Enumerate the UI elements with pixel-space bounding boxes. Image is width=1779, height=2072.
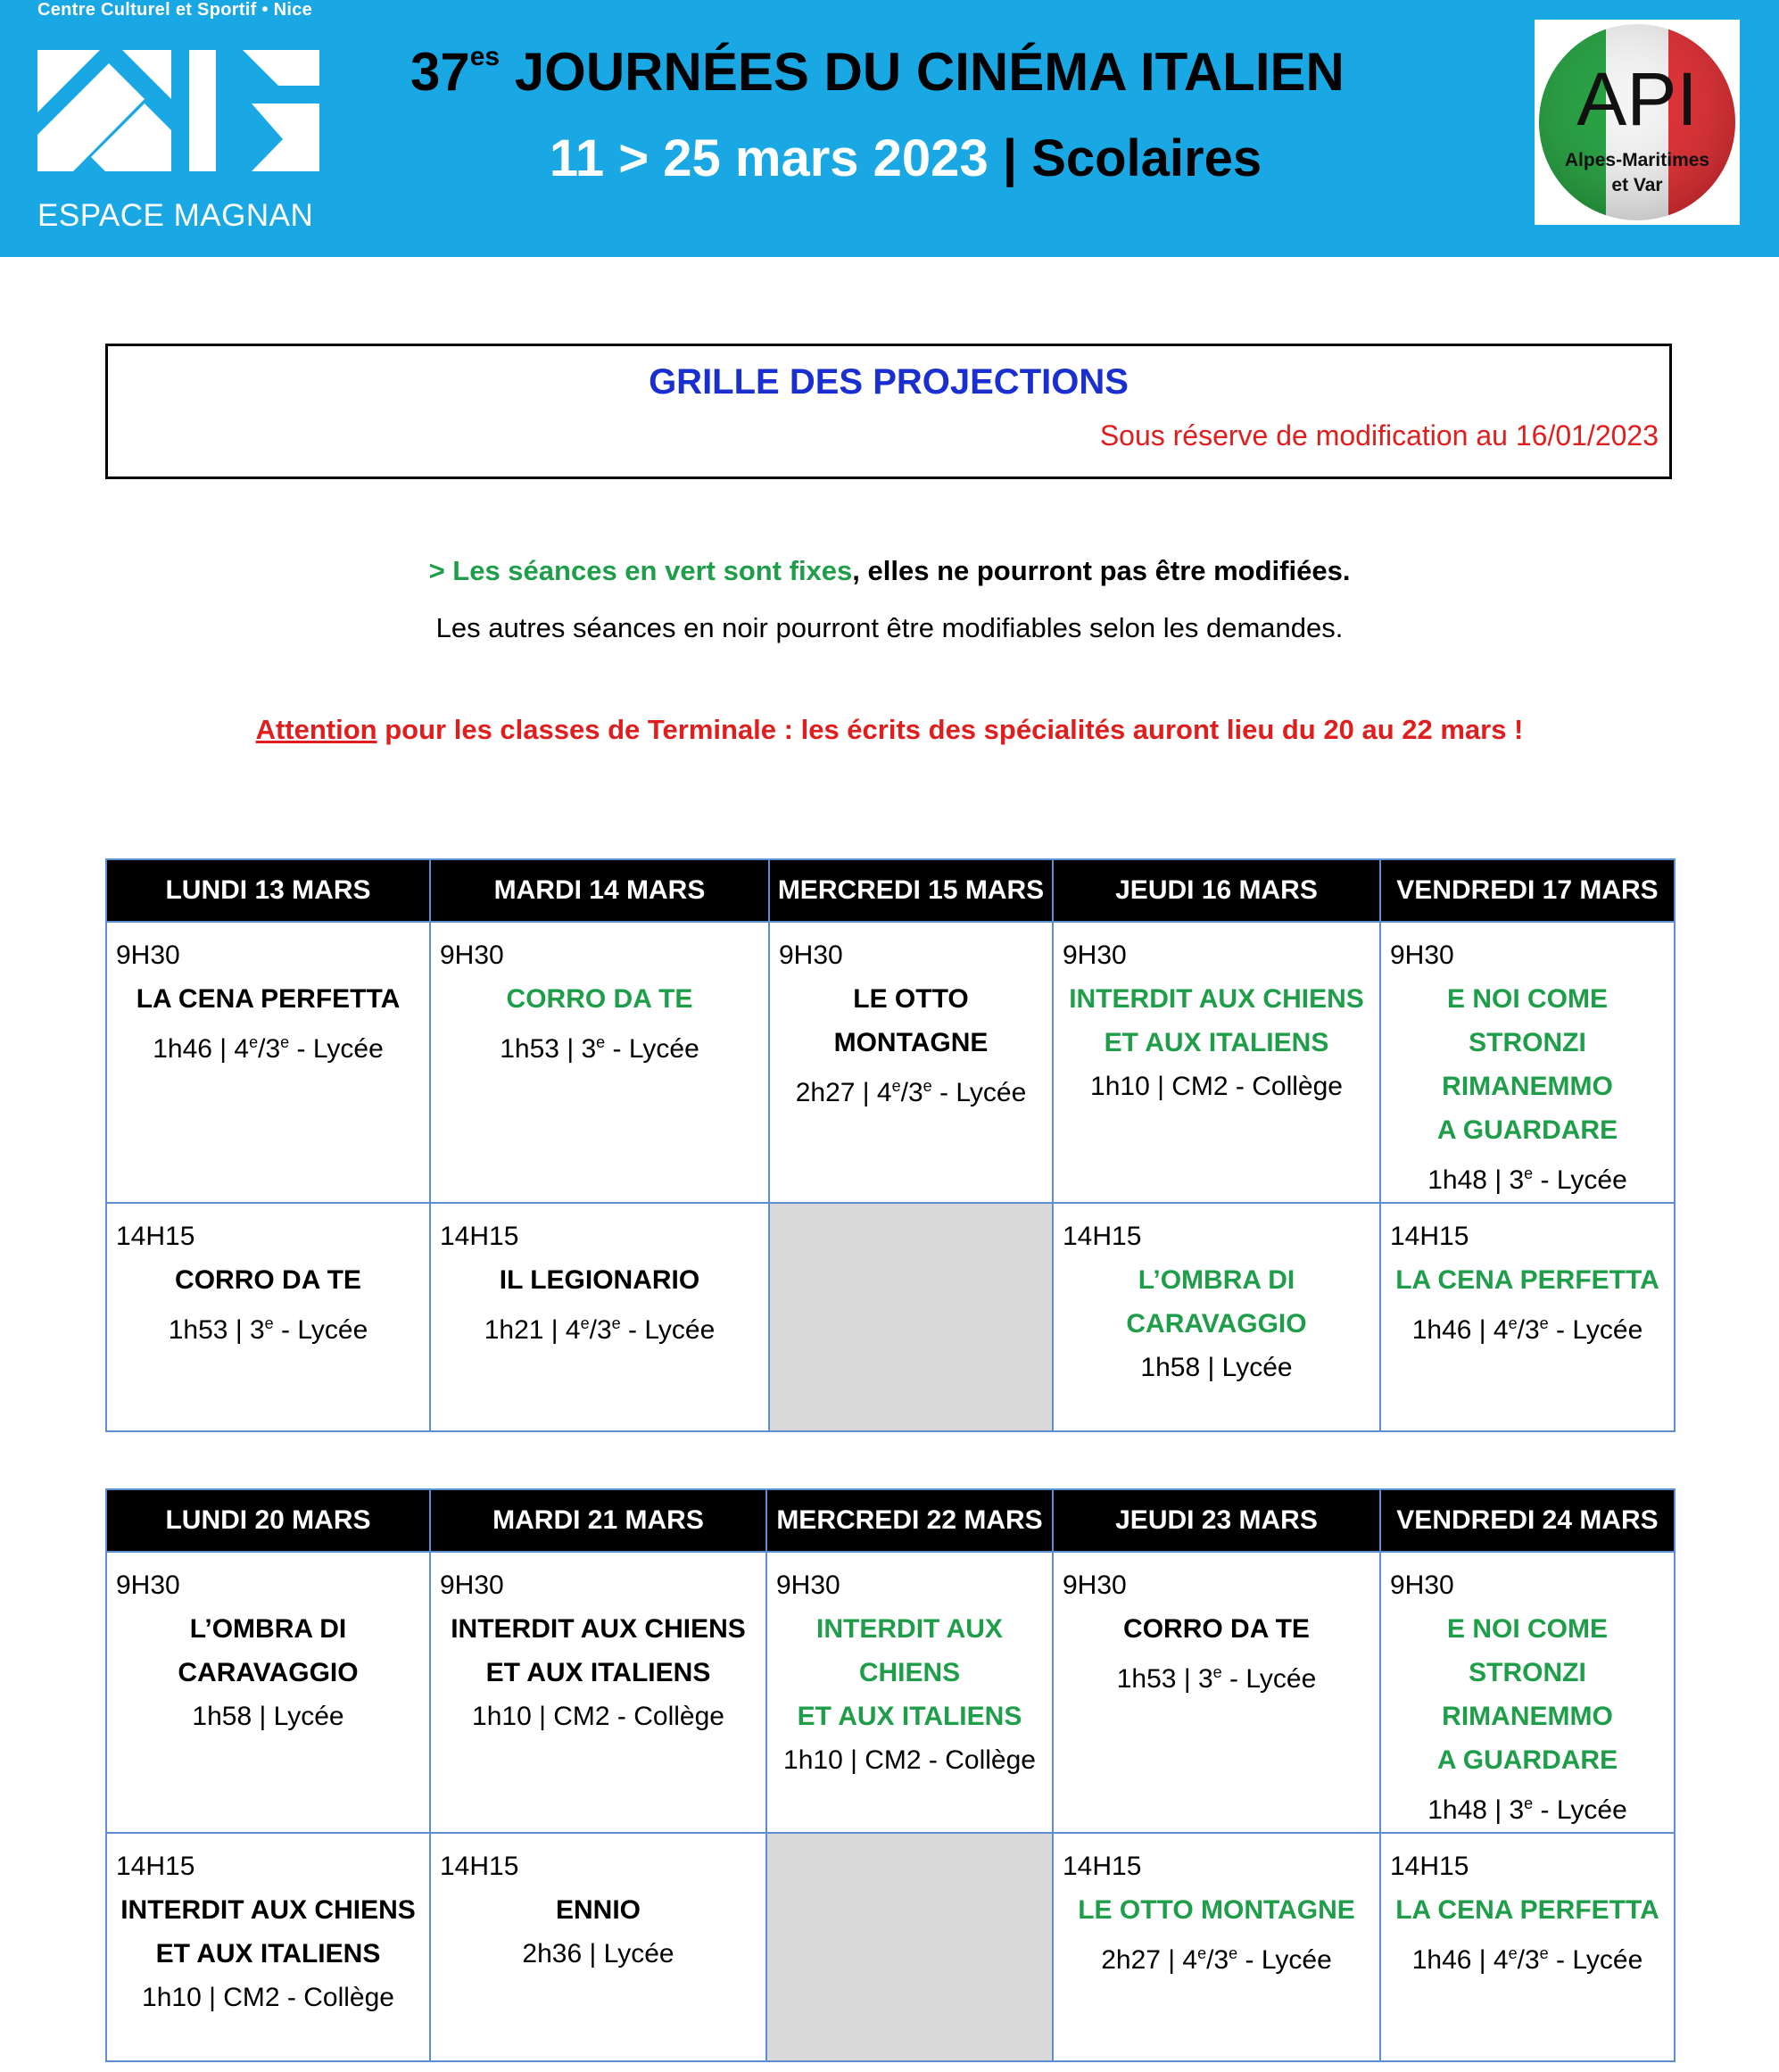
day-header: LUNDI 20 MARS <box>106 1489 430 1552</box>
screening-meta: 1h58 | Lycée <box>192 1702 344 1731</box>
api-line2: et Var <box>1611 175 1663 195</box>
subtitle-dates: 11 > 25 mars 2023 <box>549 129 989 187</box>
screening-cell <box>106 1833 430 2061</box>
screening-cell <box>1053 1203 1380 1431</box>
screening-cell <box>430 1833 766 2061</box>
film-title: INTERDIT AUX CHIENS <box>451 1614 746 1644</box>
logo-name: ESPACE MAGNAN <box>37 198 314 233</box>
event-subtitle <box>410 128 1401 188</box>
screening-time: 14H15 <box>440 1852 519 1881</box>
afternoon-row <box>106 1833 1675 2061</box>
screening-cell <box>1053 1833 1380 2061</box>
event-title <box>410 41 1401 103</box>
afternoon-row <box>106 1203 1675 1431</box>
screening-cell <box>430 1203 769 1431</box>
film-title: CORRO DA TE <box>175 1265 361 1295</box>
film-duration: 2h36 <box>522 1939 583 1968</box>
subtitle-separator: | <box>1002 129 1018 187</box>
title-text: JOURNÉES DU CINÉMA ITALIEN <box>514 42 1345 102</box>
screening-cell <box>1380 1552 1675 1833</box>
film-title: LE OTTO MONTAGNE <box>1078 1895 1355 1925</box>
film-title: L’OMBRA DI <box>189 1614 347 1644</box>
screening-time: 9H30 <box>116 941 180 970</box>
film-title: LE OTTO MONTAGNE <box>833 984 989 1057</box>
screening-meta: 1h46 | 4e/3e - Lycée <box>1411 1944 1643 1975</box>
day-header: VENDREDI 24 MARS <box>1380 1489 1675 1552</box>
grid-title-box <box>105 344 1672 479</box>
film-duration: 1h53 <box>1116 1664 1177 1694</box>
film-duration: 1h10 <box>783 1745 843 1775</box>
film-levels: 3e - Lycée <box>1197 1663 1317 1694</box>
film-title: CORRO DA TE <box>1123 1614 1310 1644</box>
info-fixed-green: > Les séances en vert sont fixes <box>428 555 853 586</box>
screening-cell <box>1053 1552 1380 1833</box>
film-title: LA CENA PERFETTA <box>136 984 401 1014</box>
day-header-row <box>106 1489 1675 1552</box>
screening-time: 9H30 <box>440 941 504 970</box>
empty-slot <box>766 1833 1053 2061</box>
day-header-row <box>106 859 1675 922</box>
screening-cell <box>1380 922 1675 1203</box>
film-duration: 1h53 <box>500 1034 559 1064</box>
screening-meta: 1h46 | 4e/3e - Lycée <box>153 1033 384 1064</box>
screening-time: 14H15 <box>116 1222 195 1251</box>
screening-cell <box>1380 1203 1675 1431</box>
morning-row <box>106 922 1675 1203</box>
film-levels: 4e/3e - Lycée <box>1493 1944 1643 1975</box>
film-duration: 1h58 <box>192 1702 252 1731</box>
film-levels: 3e - Lycée <box>249 1314 368 1345</box>
screening-meta: 1h10 | CM2 - Collège <box>783 1745 1036 1775</box>
screening-time: 9H30 <box>1063 941 1127 970</box>
screening-time: 14H15 <box>1063 1222 1142 1251</box>
film-title: E NOI COME STRONZI <box>1446 984 1608 1057</box>
screening-meta: 1h53 | 3e - Lycée <box>1116 1663 1317 1694</box>
screening-time: 14H15 <box>440 1222 519 1251</box>
film-title: CORRO DA TE <box>506 984 693 1014</box>
film-title: CARAVAGGIO <box>178 1658 359 1687</box>
screening-time: 14H15 <box>1390 1852 1469 1881</box>
film-title: ET AUX ITALIENS <box>1104 1028 1329 1057</box>
day-header: MARDI 14 MARS <box>430 859 769 922</box>
film-title: A GUARDARE <box>1436 1115 1618 1145</box>
title-suffix: es <box>469 42 501 71</box>
screening-cell <box>106 922 430 1203</box>
film-title: ET AUX ITALIENS <box>485 1658 711 1687</box>
api-letters: API <box>1576 57 1698 141</box>
film-levels: Lycée <box>603 1939 674 1968</box>
grid-title: GRILLE DES PROJECTIONS <box>649 362 1129 402</box>
screening-meta: 1h58 | Lycée <box>1140 1353 1293 1382</box>
info-fixed-rest: , elles ne pourront pas être modifiées. <box>852 555 1351 586</box>
day-header: MERCREDI 15 MARS <box>769 859 1053 922</box>
film-title: CARAVAGGIO <box>1126 1309 1307 1339</box>
screening-time: 9H30 <box>116 1571 180 1600</box>
screening-meta: 1h10 | CM2 - Collège <box>142 1983 394 2012</box>
film-title: RIMANEMMO <box>1442 1702 1613 1731</box>
film-duration: 2h27 <box>1101 1945 1161 1975</box>
screening-cell <box>106 1203 430 1431</box>
api-logo <box>1535 20 1740 225</box>
screening-cell <box>766 1552 1053 1833</box>
film-duration: 1h48 <box>1427 1795 1487 1825</box>
morning-row <box>106 1552 1675 1833</box>
film-levels: 4e/3e - Lycée <box>876 1077 1027 1107</box>
warning-rest: pour les classes de Terminale : les écrits des spécialités auront lieu du 20 au 22 mars ! <box>376 714 1524 745</box>
info-warning <box>0 714 1779 746</box>
api-line1: Alpes-Maritimes <box>1564 150 1710 170</box>
screening-time: 9H30 <box>1390 1571 1454 1600</box>
screening-meta: 2h27 | 4e/3e - Lycée <box>1101 1944 1332 1975</box>
title-number: 37 <box>410 42 470 102</box>
screening-meta: 1h53 | 3e - Lycée <box>500 1033 699 1064</box>
film-levels: 3e - Lycée <box>581 1033 699 1064</box>
film-duration: 1h10 <box>472 1702 532 1731</box>
film-title: A GUARDARE <box>1436 1745 1618 1775</box>
warning-word: Attention <box>255 714 377 745</box>
film-levels: CM2 - Collège <box>553 1702 724 1731</box>
day-header: VENDREDI 17 MARS <box>1380 859 1675 922</box>
screening-meta: 1h48 | 3e - Lycée <box>1427 1794 1627 1825</box>
film-duration: 1h48 <box>1427 1165 1487 1195</box>
week-table-2 <box>105 1488 1676 2062</box>
info-fixed-sessions <box>0 555 1779 587</box>
film-title: INTERDIT AUX <box>816 1614 1003 1644</box>
film-levels: 4e/3e - Lycée <box>565 1314 716 1345</box>
screening-meta: 1h21 | 4e/3e - Lycée <box>484 1314 716 1345</box>
film-title: IL LEGIONARIO <box>499 1265 700 1295</box>
film-levels: 4e/3e - Lycée <box>1493 1314 1643 1345</box>
day-header: MARDI 21 MARS <box>430 1489 766 1552</box>
film-levels: Lycée <box>273 1702 344 1731</box>
film-title: LA CENA PERFETTA <box>1395 1895 1659 1925</box>
film-duration: 1h10 <box>1090 1072 1150 1101</box>
screening-meta: 1h53 | 3e - Lycée <box>168 1314 368 1345</box>
screening-time: 9H30 <box>779 941 843 970</box>
header-banner <box>0 0 1779 257</box>
film-levels: CM2 - Collège <box>1171 1072 1343 1101</box>
film-levels: 4e/3e - Lycée <box>234 1033 384 1064</box>
film-levels: 4e/3e - Lycée <box>1182 1944 1332 1975</box>
screening-meta: 2h27 | 4e/3e - Lycée <box>795 1077 1027 1107</box>
film-title: ENNIO <box>555 1895 641 1925</box>
empty-slot <box>769 1203 1053 1431</box>
screening-time: 9H30 <box>1063 1571 1127 1600</box>
week-table-1 <box>105 858 1676 1432</box>
espace-magnan-logo-icon <box>37 50 319 171</box>
day-header: JEUDI 23 MARS <box>1053 1489 1380 1552</box>
screening-time: 9H30 <box>1390 941 1454 970</box>
screening-meta: 1h10 | CM2 - Collège <box>472 1702 724 1731</box>
film-duration: 1h10 <box>142 1983 202 2012</box>
screening-meta: 1h48 | 3e - Lycée <box>1427 1164 1627 1195</box>
film-duration: 1h46 <box>1411 1315 1472 1345</box>
screening-meta: 2h36 | Lycée <box>522 1939 674 1968</box>
film-levels: Lycée <box>1221 1353 1293 1382</box>
film-levels: 3e - Lycée <box>1509 1164 1627 1195</box>
screening-time: 14H15 <box>116 1852 195 1881</box>
film-levels: CM2 - Collège <box>865 1745 1036 1775</box>
grid-note: Sous réserve de modification au 16/01/2023 <box>1099 419 1659 452</box>
film-duration: 1h46 <box>153 1034 212 1064</box>
screening-time: 9H30 <box>776 1571 840 1600</box>
screening-time: 9H30 <box>440 1571 504 1600</box>
film-title: LA CENA PERFETTA <box>1395 1265 1659 1295</box>
screening-time: 14H15 <box>1390 1222 1469 1251</box>
film-duration: 1h53 <box>168 1315 228 1345</box>
film-duration: 2h27 <box>795 1078 856 1107</box>
film-title: CHIENS <box>858 1658 961 1687</box>
film-levels: CM2 - Collège <box>223 1983 394 2012</box>
film-title: INTERDIT AUX CHIENS <box>1069 984 1364 1014</box>
screening-cell <box>430 1552 766 1833</box>
org-line: Centre Culturel et Sportif • Nice <box>37 0 313 20</box>
film-title: E NOI COME STRONZI <box>1446 1614 1608 1687</box>
screening-cell <box>769 922 1053 1203</box>
film-title: INTERDIT AUX CHIENS <box>120 1895 416 1925</box>
film-duration: 1h21 <box>484 1315 544 1345</box>
film-levels: 3e - Lycée <box>1509 1794 1627 1825</box>
subtitle-audience: Scolaires <box>1031 129 1262 187</box>
screening-time: 14H15 <box>1063 1852 1142 1881</box>
day-header: JEUDI 16 MARS <box>1053 859 1380 922</box>
screening-cell <box>430 922 769 1203</box>
film-title: L’OMBRA DI <box>1138 1265 1295 1295</box>
film-duration: 1h58 <box>1140 1353 1201 1382</box>
screening-meta: 1h46 | 4e/3e - Lycée <box>1411 1314 1643 1345</box>
film-title: ET AUX ITALIENS <box>797 1702 1022 1731</box>
screening-cell <box>106 1552 430 1833</box>
film-title: RIMANEMMO <box>1442 1072 1613 1101</box>
film-duration: 1h46 <box>1411 1945 1472 1975</box>
day-header: LUNDI 13 MARS <box>106 859 430 922</box>
info-other-sessions: Les autres séances en noir pourront être modifiables selon les demandes. <box>435 612 1344 643</box>
film-title: ET AUX ITALIENS <box>155 1939 381 1968</box>
screening-meta: 1h10 | CM2 - Collège <box>1090 1072 1343 1101</box>
day-header: MERCREDI 22 MARS <box>766 1489 1053 1552</box>
screening-cell <box>1380 1833 1675 2061</box>
api-logo-icon <box>1535 20 1740 225</box>
screening-cell <box>1053 922 1380 1203</box>
